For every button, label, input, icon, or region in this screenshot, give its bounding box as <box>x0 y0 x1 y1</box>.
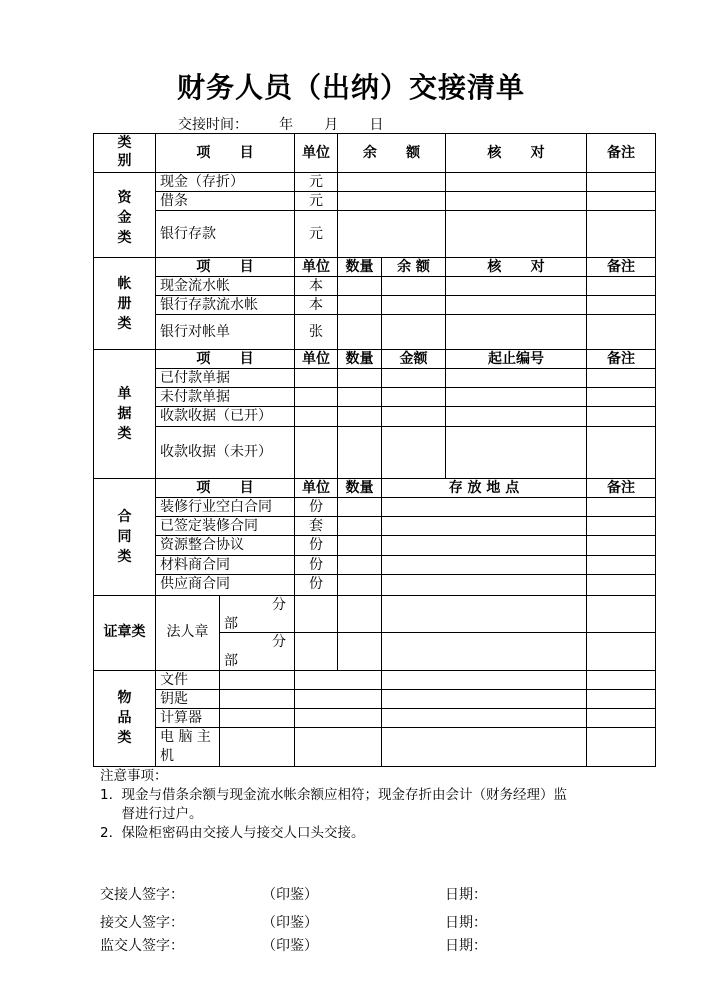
contracts-unit-resource: 份 <box>309 537 323 553</box>
notes-section <box>100 767 567 843</box>
category-books: 帐 册 类 <box>117 276 132 332</box>
goods-item-computer: 电 脑 主 机 <box>160 729 211 764</box>
contracts-header-remark: 备注 <box>607 480 635 496</box>
funds-unit-iou: 元 <box>309 193 323 209</box>
header-remark: 备注 <box>607 145 635 161</box>
books-unit-cashbook: 本 <box>309 278 323 294</box>
contracts-item-signed: 已签定装修合同 <box>160 518 258 534</box>
books-header-check: 核 对 <box>487 259 545 275</box>
signature-supervisor-seal: （印鉴） <box>262 938 318 954</box>
contracts-item-supplier: 供应商合同 <box>160 576 230 592</box>
contracts-header-qty: 数量 <box>345 480 374 496</box>
seals-branch-1: 分 部 <box>224 597 286 632</box>
notes-item-1: 1. 现金与借条余额与现金流水帐余额应相符；现金存折由会计（财务经理）监 <box>100 787 567 803</box>
vouchers-item-unpaid: 未付款单据 <box>160 389 230 405</box>
vouchers-item-receipt-issued: 收款收据（已开） <box>160 408 272 424</box>
header-check: 核 对 <box>487 145 545 161</box>
seals-item-legal: 法人章 <box>166 624 209 640</box>
category-seals: 证章类 <box>103 624 146 640</box>
vouchers-item-paid: 已付款单据 <box>160 370 230 386</box>
seals-branch-2: 分 部 <box>224 634 286 669</box>
vouchers-header-amount: 金额 <box>399 351 428 367</box>
contracts-unit-material: 份 <box>309 557 323 573</box>
category-funds: 资 金 类 <box>117 190 132 246</box>
goods-item-keys: 钥匙 <box>160 691 188 707</box>
funds-unit-bank: 元 <box>309 226 323 242</box>
signature-supervisor-date: 日期： <box>445 938 487 954</box>
vouchers-header-qty: 数量 <box>345 351 374 367</box>
signature-receiver-date: 日期： <box>445 915 487 931</box>
books-header-remark: 备注 <box>607 259 635 275</box>
contracts-unit-signed: 套 <box>309 518 323 534</box>
handover-time: 交接时间： 年 月 日 <box>178 117 384 133</box>
books-item-bankbook: 银行存款流水帐 <box>160 297 258 313</box>
signature-receiver-seal: （印鉴） <box>262 915 318 931</box>
vouchers-header-unit: 单位 <box>302 351 330 367</box>
signature-receiver-label: 接交人签字： <box>100 915 184 931</box>
signature-handover-label: 交接人签字： <box>100 887 184 903</box>
header-category: 类 别 <box>117 135 132 169</box>
vouchers-header-remark: 备注 <box>607 351 635 367</box>
category-vouchers: 单 据 类 <box>117 386 132 442</box>
contracts-item-material: 材料商合同 <box>160 557 230 573</box>
notes-item-1-cont: 督进行过户。 <box>100 806 203 822</box>
vouchers-header-item: 项 目 <box>196 351 254 367</box>
header-item: 项 目 <box>196 145 254 161</box>
funds-item-cash: 现金（存折） <box>160 174 244 190</box>
funds-item-bank: 银行存款 <box>160 226 216 242</box>
books-header-balance: 余 额 <box>397 259 430 275</box>
category-contracts: 合 同 类 <box>117 509 132 565</box>
books-header-item: 项 目 <box>196 259 254 275</box>
goods-item-files: 文件 <box>160 672 188 688</box>
books-header-qty: 数量 <box>345 259 374 275</box>
header-unit: 单位 <box>302 145 330 161</box>
contracts-item-blank: 装修行业空白合同 <box>160 499 272 515</box>
books-unit-bankbook: 本 <box>309 297 323 313</box>
contracts-item-resource: 资源整合协议 <box>160 537 244 553</box>
books-unit-statement: 张 <box>309 324 323 340</box>
contracts-header-unit: 单位 <box>302 480 330 496</box>
books-header-unit: 单位 <box>302 259 330 275</box>
vouchers-header-serial: 起止编号 <box>488 351 544 367</box>
contracts-header-item: 项 目 <box>196 480 254 496</box>
notes-item-2: 2. 保险柜密码由交接人与接交人口头交接。 <box>100 825 365 841</box>
signature-handover-date: 日期： <box>445 887 487 903</box>
page-title: 财务人员（出纳）交接清单 <box>176 71 525 104</box>
contracts-unit-blank: 份 <box>309 499 323 515</box>
books-item-cashbook: 现金流水帐 <box>160 278 230 294</box>
goods-item-calculator: 计算器 <box>160 710 202 726</box>
category-goods: 物 品 类 <box>117 690 132 746</box>
contracts-header-location: 存 放 地 点 <box>448 480 520 496</box>
notes-heading: 注意事项： <box>100 768 168 784</box>
funds-item-iou: 借条 <box>160 193 188 209</box>
funds-unit-cash: 元 <box>309 174 323 190</box>
contracts-unit-supplier: 份 <box>309 576 323 592</box>
vouchers-item-receipt-unissued: 收款收据（未开） <box>160 444 272 460</box>
signature-supervisor-label: 监交人签字： <box>100 938 184 954</box>
header-balance: 余 额 <box>362 145 421 161</box>
signature-handover-seal: （印鉴） <box>262 887 318 903</box>
books-item-statement: 银行对帐单 <box>160 324 230 340</box>
